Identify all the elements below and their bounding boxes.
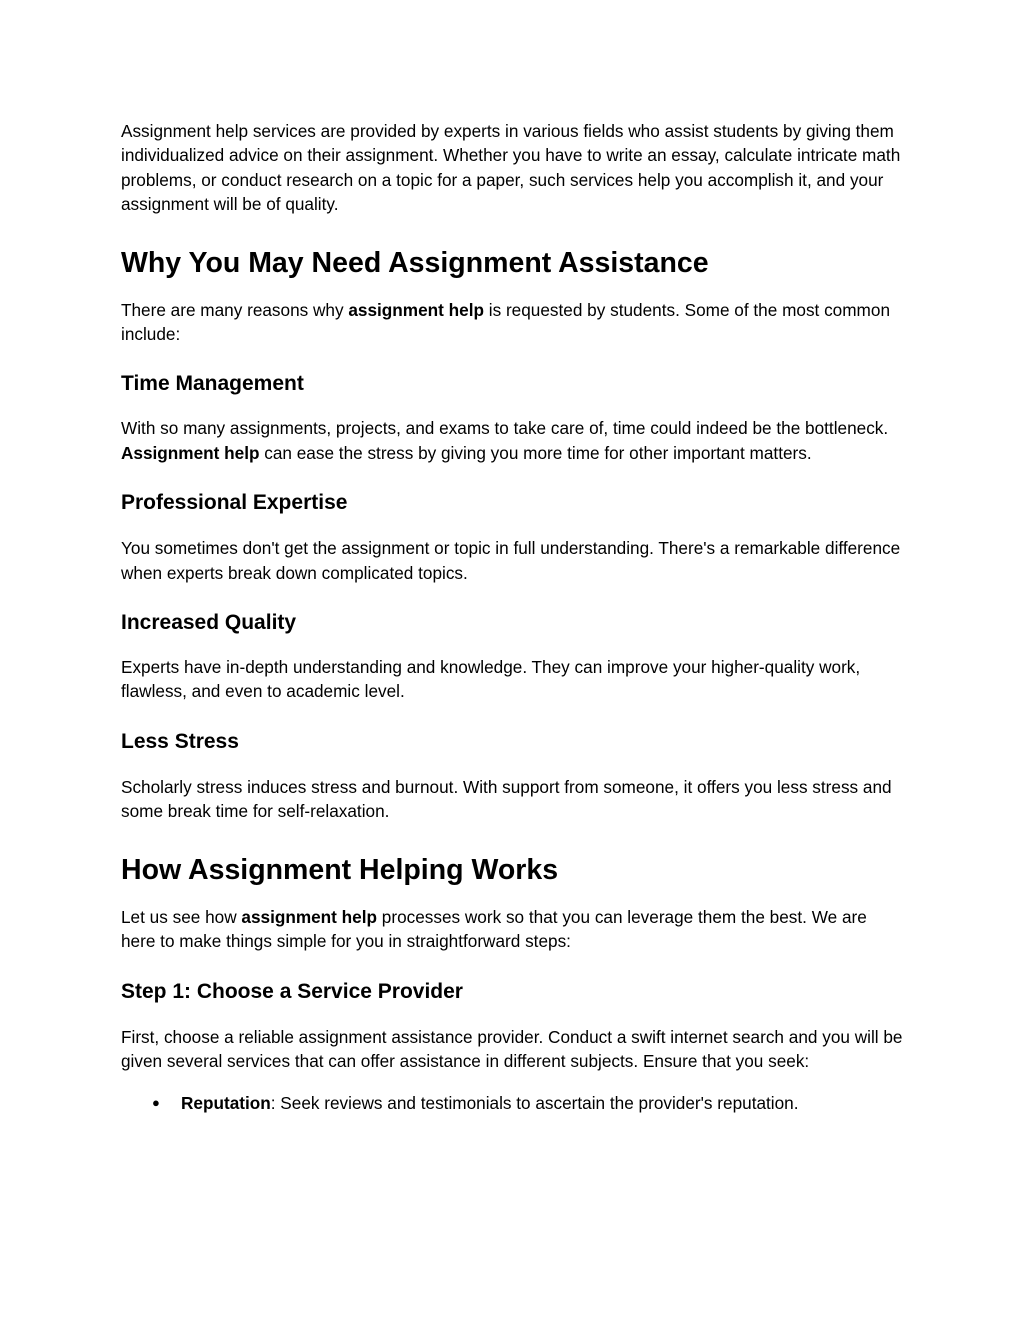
list-item (121, 1091, 904, 1115)
time-bold-keyword: Assignment help (121, 442, 260, 463)
time-text-after: can ease the stress by giving you more time for other important matters. (259, 442, 812, 463)
time-paragraph (121, 416, 904, 465)
step1-paragraph: First, choose a reliable assignment assistance provider. Conduct a swift internet search and you will be given several services that can offer assistance in different subjects. Ensure that you seek: (121, 1026, 903, 1071)
heading-less-stress: Less Stress (121, 729, 239, 753)
bullet-text: : Seek reviews and testimonials to ascertain the provider's reputation. (270, 1093, 799, 1114)
heading-step-1: Step 1: Choose a Service Provider (121, 979, 463, 1003)
time-text-before: With so many assignments, projects, and exams to take care of, time could indeed be the bottleneck. (121, 418, 889, 439)
intro-paragraph: Assignment help services are provided by experts in various fields who assist students by giving them individualized advice on their assignment. Whether you have to write an essay, calculate intricate math problems, or conduct research on a topic for a paper, such services help you accomplish it, and your assignment will be of quality. (121, 121, 901, 215)
why-text-before: There are many reasons why (121, 299, 349, 320)
why-text-after: is requested by students. Some of the most common include: (121, 299, 890, 345)
how-paragraph (121, 905, 904, 954)
why-bold-keyword: assignment help (348, 299, 484, 320)
less-stress-paragraph: Scholarly stress induces stress and burnout. With support from someone, it offers you less stress and some break time for self-relaxation. (121, 776, 892, 822)
how-bold-keyword: assignment help (241, 906, 378, 927)
heading-time-management: Time Management (121, 372, 304, 396)
bullet-icon: ● (152, 1095, 160, 1111)
heading-how-it-works: How Assignment Helping Works (121, 853, 559, 886)
how-text-after: processes work so that you can leverage them the best. We are here to make things simple for you in straightforward steps: (121, 906, 867, 952)
heading-professional-expertise: Professional Expertise (121, 491, 348, 515)
how-text-before: Let us see how (121, 906, 242, 927)
bullet-label: Reputation (181, 1093, 271, 1114)
why-paragraph (121, 298, 904, 347)
quality-paragraph: Experts have in-depth understanding and knowledge. They can improve your higher-quality work, flawless, and even to academic level. (121, 657, 861, 702)
heading-why-need-assistance: Why You May Need Assignment Assistance (121, 246, 709, 279)
heading-increased-quality: Increased Quality (121, 611, 297, 635)
professional-paragraph: You sometimes don't get the assignment or topic in full understanding. There's a remarkable difference when experts break down complicated topics. (121, 538, 901, 583)
step1-bullet-list (121, 1091, 904, 1115)
